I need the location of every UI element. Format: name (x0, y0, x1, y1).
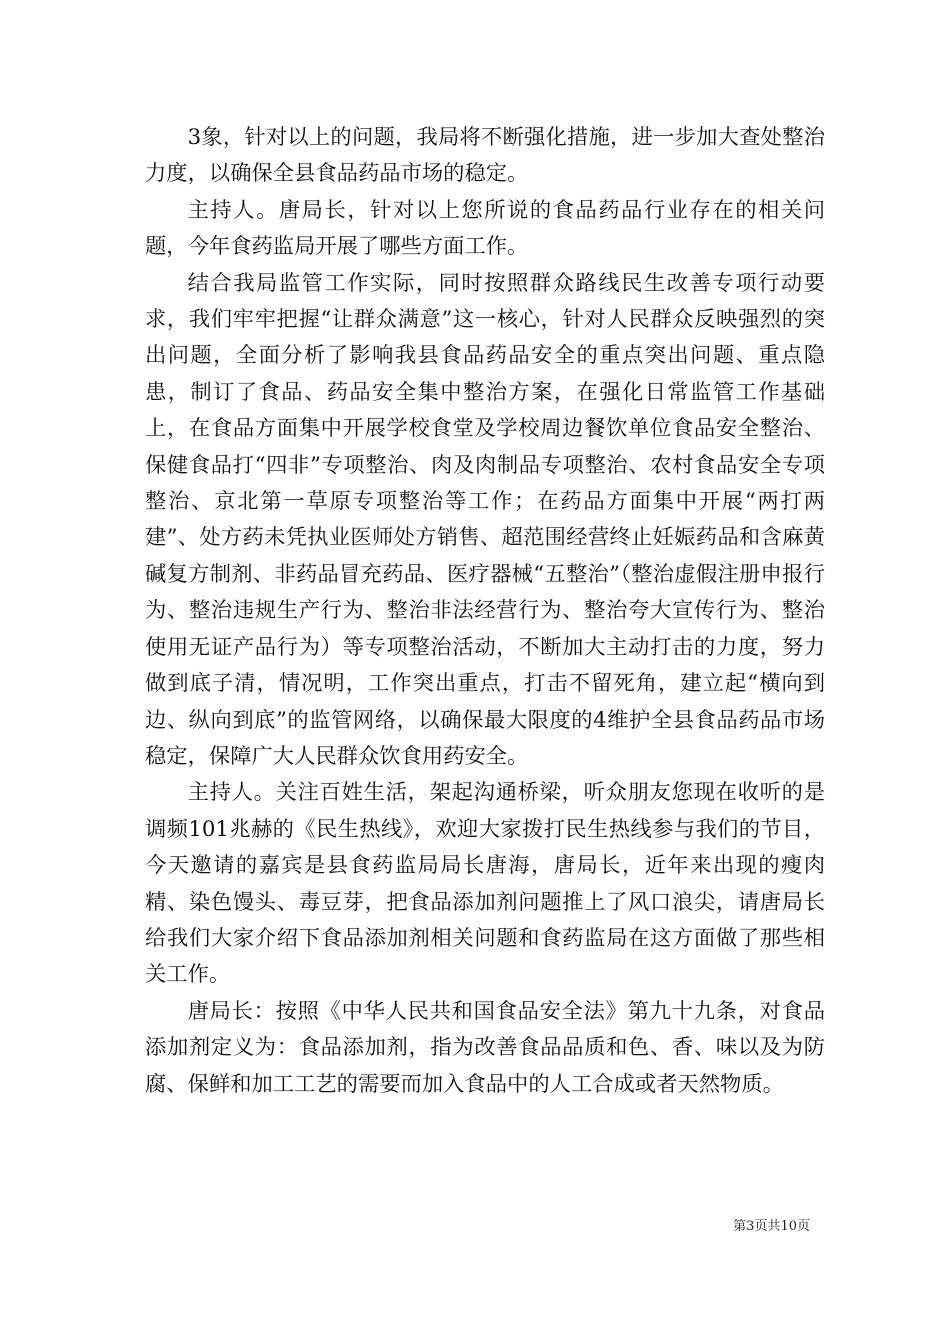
paragraph: 唐局长：按照《中华人民共和国食品安全法》第九十九条，对食品添加剂定义为：食品添加剂，指为改善食品品质和色、香、味以及为防腐、保鲜和加工工艺的需要而加入食品中的人工合成或者天然物质。 (145, 998, 825, 1097)
page-number-footer: 第3页共10页 (733, 1219, 810, 1234)
document-body (145, 120, 825, 1103)
paragraph: 主持人。唐局长，针对以上您所说的食品药品行业存在的相关问题，今年食药监局开展了哪些方面工作。 (145, 197, 825, 260)
paragraph: 结合我局监管工作实际，同时按照群众路线民生改善专项行动要求，我们牢牢把握“让群众满意”这一核心，针对人民群众反映强烈的突出问题，全面分析了影响我县食品药品安全的重点突出问题、重点隐患，制订了食品、药品安全集中整治方案，在强化日常监管工作基础上，在食品方面集中开展学校食堂及学校周边餐饮单位食品安全整治、保健食品打“四非”专项整治、肉及肉制品专项整治、农村食品安全专项整治、京北第一草原专项整治等工作；在药品方面集中开展“两打两建”、处方药未凭执业医师处方销售、超范围经营终止妊娠药品和含麻黄碱复方制剂、非药品冒充药品、医疗器械“五整治”（整治虚假注册申报行为、整治违规生产行为、整治非法经营行为、整治夸大宣传行为、整治使用无证产品行为）等专项整治活动，不断加大主动打击的力度，努力做到底子清，情况明，工作突出重点，打击不留死角，建立起“横向到边、纵向到底”的监管网络，以确保最大限度的4维护全县食品药品市场稳定，保障广大人民群众饮食用药安全。 (145, 270, 825, 769)
paragraph: 3象，针对以上的问题，我局将不断强化措施，进一步加大查处整治力度，以确保全县食品药品市场的稳定。 (145, 125, 825, 187)
paragraph: 主持人。关注百姓生活，架起沟通桥梁，听众朋友您现在收听的是调频101兆赫的《民生热线》，欢迎大家拨打民生热线参与我们的节目，今天邀请的嘉宾是县食药监局局长唐海，唐局长，近年来出现的瘦肉精、染色馒头、毒豆芽，把食品添加剂问题推上了风口浪尖，请唐局长给我们大家介绍下食品添加剂相关问题和食药监局在这方面做了那些相关工作。 (145, 780, 825, 988)
